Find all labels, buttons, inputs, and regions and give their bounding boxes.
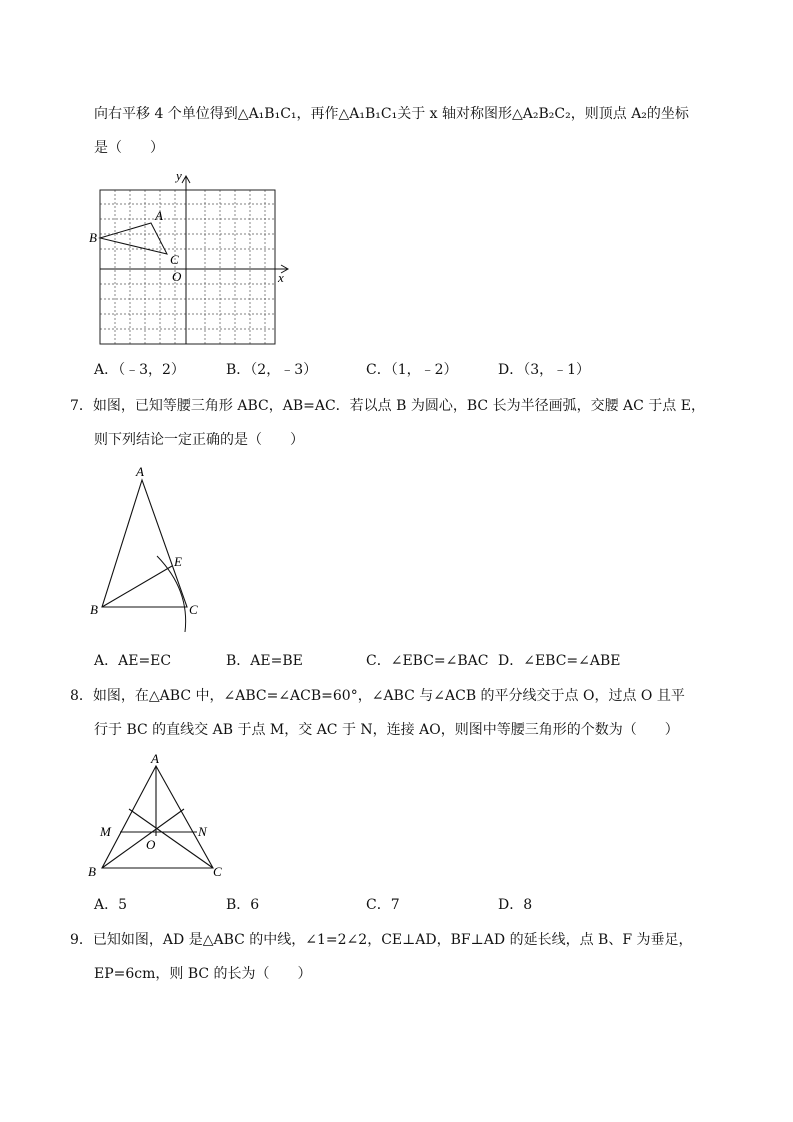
q8-label-A: A (151, 752, 159, 766)
q6-grid-figure (88, 166, 298, 350)
q6-label-A: A (155, 208, 163, 223)
q6-label-C: C (170, 252, 179, 267)
q6-option-a[interactable]: A．（﹣3，2） (94, 362, 185, 378)
q6-label-y: y (176, 168, 182, 183)
q8-option-c[interactable]: C．7 (366, 897, 400, 913)
q6-text-line1: 向右平移 4 个单位得到△A₁B₁C₁，再作△A₁B₁C₁关于 x 轴对称图形△A₂B₂C₂，则顶点 A₂的坐标 (94, 106, 689, 122)
q9-text-line2: EP=6cm，则 BC 的长为（ ） (94, 966, 312, 982)
q6-label-x: x (278, 270, 284, 285)
q8-text-line2: 行于 BC 的直线交 AB 于点 M，交 AC 于 N，连接 AO，则图中等腰三角形的个数为（ ） (94, 722, 679, 738)
q7-text-line2: 则下列结论一定正确的是（ ） (94, 432, 304, 448)
q8-label-O: O (146, 837, 156, 852)
q6-option-b[interactable]: B．（2，﹣3） (226, 362, 318, 378)
q9-text-line1: 9．已知如图，AD 是△ABC 的中线，∠1=2∠2，CE⊥AD，BF⊥AD 的延长线，点 B、F 为垂足， (70, 932, 693, 948)
q7-label-B: B (90, 602, 98, 617)
q8-label-M: M (100, 824, 111, 839)
q7-option-a[interactable]: A．AE=EC (94, 653, 172, 669)
q7-text-line1: 7．如图，已知等腰三角形 ABC，AB=AC．若以点 B 为圆心，BC 长为半径画弧，交腰 AC 于点 E， (70, 398, 705, 414)
q8-option-a[interactable]: A．5 (94, 897, 128, 913)
q7-option-b[interactable]: B．AE=BE (226, 653, 303, 669)
q8-label-N: N (198, 824, 207, 839)
q7-label-A: A (136, 464, 144, 479)
q8-text-line1: 8．如图，在△ABC 中，∠ABC=∠ACB=60°，∠ABC 与∠ACB 的平分线交于点 O，过点 O 且平 (70, 688, 685, 704)
q7-triangle-figure (86, 462, 216, 634)
q8-label-B: B (88, 864, 96, 879)
q7-option-d[interactable]: D．∠EBC=∠ABE (498, 653, 621, 669)
q6-option-c[interactable]: C．（1，﹣2） (366, 362, 458, 378)
q6-label-O: O (172, 269, 182, 284)
q7-label-E: E (174, 554, 182, 569)
q8-option-d[interactable]: D．8 (498, 897, 533, 913)
q6-text-line2: 是（ ） (94, 140, 164, 156)
q6-label-B: B (89, 230, 97, 245)
q7-label-C: C (189, 602, 198, 617)
q6-option-d[interactable]: D．（3，﹣1） (498, 362, 591, 378)
q8-triangle-figure (86, 752, 231, 884)
q8-label-C: C (213, 864, 222, 879)
q7-option-c[interactable]: C．∠EBC=∠BAC (366, 653, 489, 669)
q8-option-b[interactable]: B．6 (226, 897, 260, 913)
